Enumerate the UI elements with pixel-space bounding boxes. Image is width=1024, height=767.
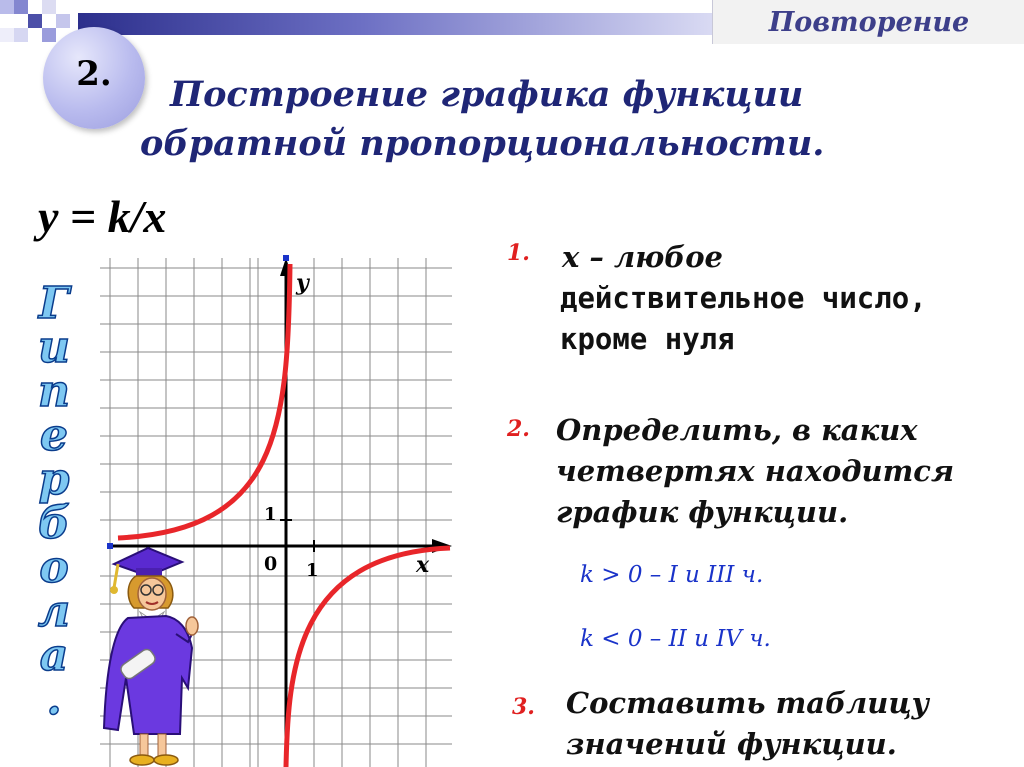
k-positive-rule: k > 0 – I и III ч. [580, 562, 764, 588]
k-negative-rule: k < 0 – II и IV ч. [580, 626, 771, 652]
teacher-cartoon [96, 538, 208, 767]
origin-label: 0 [264, 553, 278, 575]
title-line-2: обратной пропорциональности. [140, 123, 825, 164]
vertical-letter: и [38, 322, 70, 373]
vertical-letter: б [38, 498, 70, 549]
badge-number: 2. [76, 54, 112, 94]
vertical-letter: л [37, 586, 71, 637]
vertical-word [24, 278, 84, 725]
item-2-number: 2. [507, 416, 530, 442]
item-2-line-2: четвертях находится [556, 454, 955, 488]
item-1-line-3: кроме нуля [560, 322, 735, 356]
item-2-line-3: график функции. [556, 495, 849, 529]
vertical-letter: . [46, 674, 62, 725]
item-1-line-1: x – любое [562, 240, 723, 274]
vertical-letter: Г [38, 278, 70, 329]
vertical-letter: п [38, 366, 70, 417]
vertical-letter: е [40, 410, 68, 461]
item-2-line-1: Определить, в каких [556, 413, 918, 447]
x-axis-label: x [416, 552, 430, 578]
header-label: Повторение [712, 0, 1024, 44]
formula: y = k/x [38, 191, 167, 242]
title-line-1: Построение графика функции [170, 74, 804, 115]
item-1-line-2: действительное число, [560, 281, 927, 315]
item-3-number: 3. [512, 694, 535, 720]
item-3-line-1: Составить таблицу [566, 686, 929, 720]
vertical-letter: а [39, 630, 69, 681]
item-1-number: 1. [507, 240, 530, 266]
item-3-line-2: значений функции. [566, 727, 897, 761]
y-axis-label: y [296, 270, 309, 296]
vertical-letter: р [38, 454, 70, 505]
vertical-letter: о [39, 542, 69, 593]
unit-x-label: 1 [306, 560, 319, 581]
unit-y-label: 1 [264, 504, 277, 525]
